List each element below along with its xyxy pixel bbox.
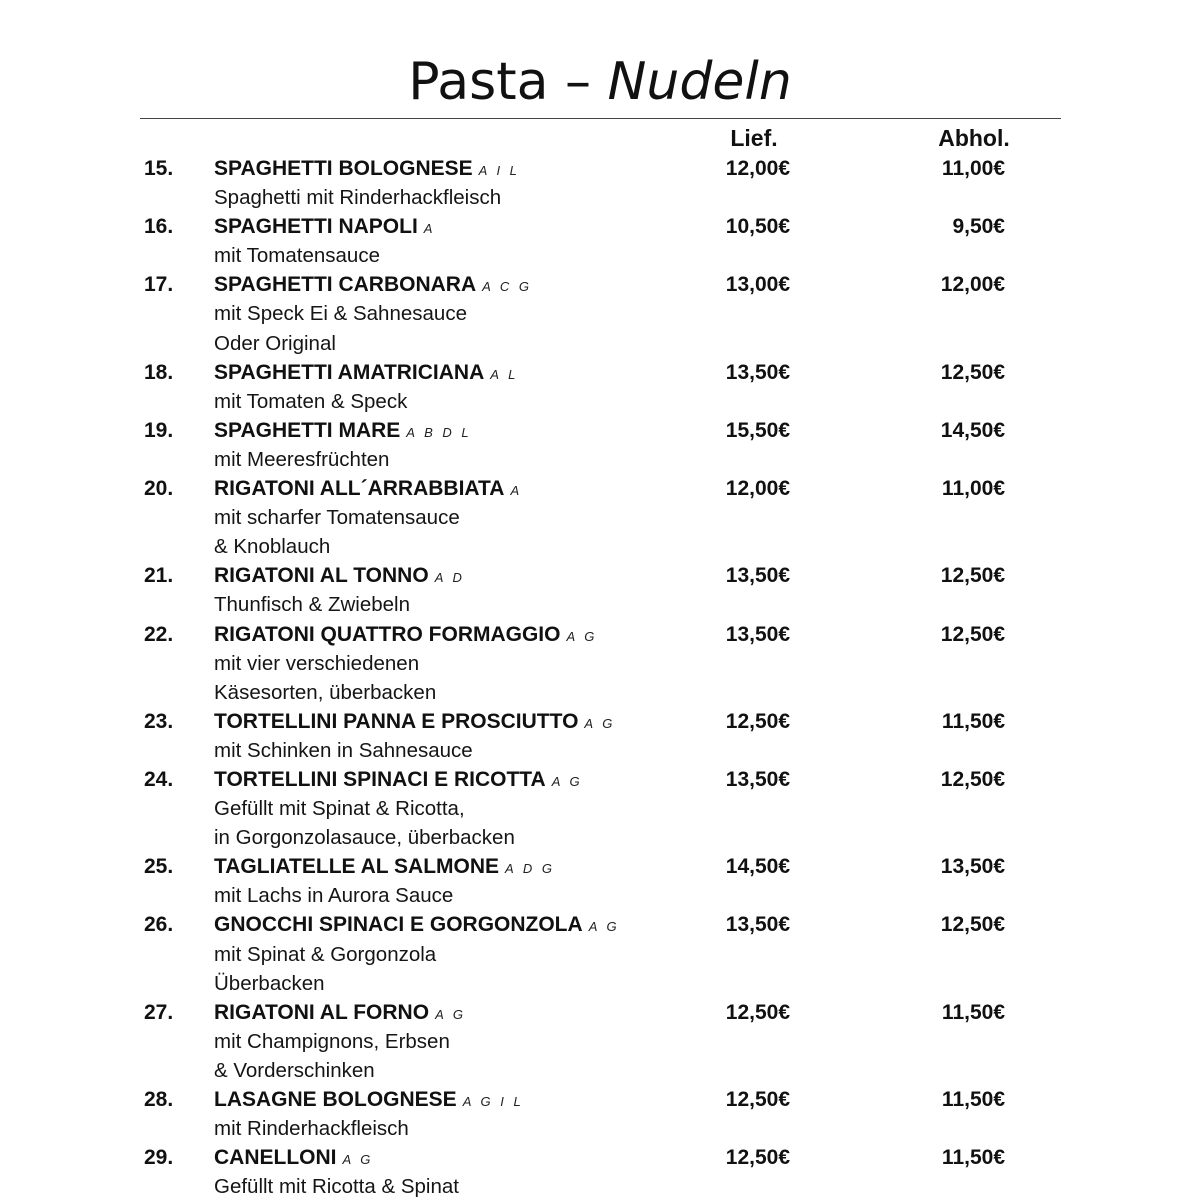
menu-item-description-line: [0, 823, 1200, 852]
item-allergens: A D G: [505, 861, 555, 877]
price-abhol: 12,50€: [940, 767, 1005, 791]
menu-item-header: [0, 212, 1200, 241]
menu-item: [0, 416, 1200, 474]
price-lief: 13,50€: [725, 360, 790, 384]
item-number: 25.: [144, 855, 174, 879]
item-name-text: RIGATONI AL TONNO: [214, 564, 429, 588]
menu-item: [0, 852, 1200, 910]
menu-item-description-line: [0, 678, 1200, 707]
menu-list: [0, 154, 1200, 1201]
item-allergens: A G I L: [462, 1094, 524, 1109]
menu-item-header: [0, 270, 1200, 299]
price-abhol: 12,50€: [940, 913, 1005, 937]
price-lief: 12,50€: [725, 1000, 790, 1024]
price-abhol: 12,50€: [940, 622, 1005, 646]
item-name-text: TAGLIATELLE AL SALMONE: [214, 855, 500, 879]
item-description: in Gorgonzolasauce, überbacken: [214, 826, 515, 850]
menu-item-description-line: [0, 1056, 1200, 1085]
item-name: [214, 562, 465, 592]
item-description: mit Tomatensauce: [214, 244, 380, 268]
price-abhol: 11,50€: [941, 1000, 1005, 1024]
price-lief: 13,50€: [725, 767, 790, 791]
price-lief: 13,50€: [725, 622, 790, 646]
menu-item-description-line: [0, 1027, 1200, 1056]
menu-item-description-line: [0, 794, 1200, 823]
menu-item-description-line: [0, 445, 1200, 474]
menu-item-description-line: [0, 940, 1200, 969]
menu-item: [0, 1085, 1200, 1143]
item-description: mit Spinat & Gorgonzola: [214, 942, 437, 966]
item-description: Thunfisch & Zwiebeln: [214, 593, 410, 617]
menu-item: [0, 910, 1200, 997]
price-abhol: 11,00€: [941, 477, 1005, 501]
item-allergens: A C G: [482, 279, 533, 295]
item-allergens: A G: [566, 628, 598, 644]
menu-item: [0, 1143, 1200, 1201]
menu-item-description-line: [0, 503, 1200, 532]
item-description: & Knoblauch: [214, 535, 331, 559]
menu-item-header: [0, 1143, 1200, 1172]
item-number: 15.: [144, 157, 174, 180]
item-number: 22.: [144, 622, 174, 646]
item-name-text: SPAGHETTI NAPOLI: [214, 215, 418, 239]
menu-item-description-line: [0, 881, 1200, 910]
item-description: mit Rinderhackfleisch: [214, 1117, 409, 1141]
item-name: [214, 155, 520, 185]
column-header-abhol: Abhol.: [938, 125, 1010, 151]
item-name-text: SPAGHETTI BOLOGNESE: [214, 157, 473, 180]
price-lief: 12,50€: [725, 1088, 790, 1111]
menu-item-description-line: [0, 590, 1200, 619]
price-abhol: 11,00€: [941, 157, 1005, 180]
price-lief: 13,00€: [725, 273, 790, 297]
title-main: Pasta –: [408, 52, 591, 112]
price-lief: 14,50€: [725, 855, 790, 879]
menu-item: [0, 707, 1200, 765]
price-lief: 12,50€: [725, 709, 790, 733]
item-allergens: A L: [490, 366, 519, 382]
item-description: mit scharfer Tomatensauce: [214, 506, 460, 530]
item-allergens: A: [423, 221, 436, 237]
item-name: [214, 999, 466, 1029]
item-name-text: GNOCCHI SPINACI E GORGONZOLA: [214, 913, 583, 937]
item-name-text: RIGATONI QUATTRO FORMAGGIO: [214, 622, 561, 646]
item-description: Käsesorten, überbacken: [214, 680, 437, 704]
item-name: [214, 359, 518, 389]
price-abhol: 13,50€: [940, 855, 1005, 879]
item-number: 19.: [144, 418, 174, 442]
menu-item: [0, 474, 1200, 561]
menu-item: [0, 998, 1200, 1085]
item-allergens: A G: [584, 715, 616, 731]
item-name-text: RIGATONI AL FORNO: [214, 1000, 430, 1024]
menu-item-description-line: [0, 1172, 1200, 1201]
menu-item-description-line: [0, 649, 1200, 678]
price-abhol: 11,50€: [941, 709, 1005, 733]
menu-item-header: [0, 154, 1200, 183]
menu-item-header: [0, 910, 1200, 939]
menu-item: [0, 154, 1200, 212]
item-number: 21.: [144, 564, 174, 588]
column-header-lief: Lief.: [730, 125, 778, 151]
item-name: [214, 766, 583, 796]
menu-item-description-line: [0, 241, 1200, 270]
price-abhol: 14,50€: [940, 418, 1005, 442]
item-name: [214, 417, 472, 447]
menu-item-header: [0, 998, 1200, 1027]
item-number: 17.: [144, 273, 174, 297]
item-allergens: A: [510, 483, 523, 499]
item-description: Gefüllt mit Spinat & Ricotta,: [214, 797, 465, 821]
menu-item-header: [0, 765, 1200, 794]
item-number: 20.: [144, 477, 174, 501]
menu-item-description-line: [0, 969, 1200, 998]
item-name: [214, 853, 555, 883]
item-description: Spaghetti mit Rinderhackfleisch: [214, 186, 502, 210]
menu-item: [0, 765, 1200, 852]
item-number: 27.: [144, 1000, 174, 1024]
price-lief: 13,50€: [725, 564, 790, 588]
price-abhol: 12,00€: [940, 273, 1005, 297]
menu-item-description-line: [0, 387, 1200, 416]
item-number: 26.: [144, 913, 174, 937]
item-name: [214, 708, 615, 738]
item-description: mit Schinken in Sahnesauce: [214, 738, 473, 762]
item-description: & Vorderschinken: [214, 1058, 375, 1082]
menu-item-header: [0, 474, 1200, 503]
menu-item-header: [0, 416, 1200, 445]
item-name-text: TORTELLINI SPINACI E RICOTTA: [214, 767, 546, 791]
item-number: 23.: [144, 709, 174, 733]
item-number: 18.: [144, 360, 174, 384]
menu-item-header: [0, 707, 1200, 736]
item-allergens: A D: [434, 570, 465, 586]
menu-item-header: [0, 561, 1200, 590]
menu-item-header: [0, 852, 1200, 881]
item-description: mit vier verschiedenen: [214, 651, 420, 675]
item-name-text: LASAGNE BOLOGNESE: [214, 1088, 457, 1111]
item-allergens: A I L: [478, 163, 520, 178]
page-title: [0, 50, 1200, 114]
menu-item: [0, 212, 1200, 270]
item-allergens: A G: [588, 919, 620, 935]
menu-item-description-line: [0, 1114, 1200, 1143]
menu-item-description-line: [0, 183, 1200, 212]
price-lief: 12,50€: [725, 1146, 790, 1170]
item-number: 24.: [144, 767, 174, 791]
price-lief: 12,00€: [725, 477, 790, 501]
item-number: 28.: [144, 1088, 174, 1111]
item-description: mit Lachs in Aurora Sauce: [214, 884, 454, 908]
item-name-text: SPAGHETTI CARBONARA: [214, 273, 477, 297]
menu-item-description-line: [0, 736, 1200, 765]
item-allergens: A G: [342, 1152, 374, 1168]
item-name: [214, 271, 532, 301]
menu-item: [0, 620, 1200, 707]
item-name: [214, 911, 620, 941]
item-number: 16.: [144, 215, 174, 239]
price-lief: 10,50€: [725, 215, 790, 239]
item-name: [214, 1144, 373, 1174]
item-description: mit Tomaten & Speck: [214, 389, 408, 413]
item-name-text: SPAGHETTI AMATRICIANA: [214, 360, 485, 384]
menu-item: [0, 358, 1200, 416]
price-abhol: 11,50€: [941, 1146, 1005, 1170]
item-allergens: A G: [435, 1006, 466, 1022]
price-abhol: 9,50€: [952, 215, 1005, 239]
title-divider: [140, 118, 1061, 119]
item-description: Überbacken: [214, 971, 325, 995]
item-allergens: A B D L: [406, 424, 472, 440]
menu-item-description-line: [0, 532, 1200, 561]
item-name-text: RIGATONI ALL´ARRABBIATA: [214, 477, 505, 501]
item-allergens: A G: [551, 773, 583, 789]
item-name: [214, 621, 597, 651]
item-name-text: SPAGHETTI MARE: [214, 418, 401, 442]
price-abhol: 12,50€: [940, 564, 1005, 588]
price-lief: 12,00€: [725, 157, 790, 180]
menu-item-header: [0, 1085, 1200, 1114]
price-abhol: 11,50€: [941, 1088, 1005, 1111]
item-name: [214, 475, 522, 505]
item-name-text: CANELLONI: [214, 1146, 337, 1170]
item-name: [214, 213, 435, 243]
menu-item-header: [0, 620, 1200, 649]
item-description: mit Meeresfrüchten: [214, 447, 390, 471]
item-name-text: TORTELLINI PANNA E PROSCIUTTO: [214, 709, 579, 733]
menu-item: [0, 561, 1200, 619]
menu-item-description-line: [0, 299, 1200, 328]
menu-item-description-line: [0, 329, 1200, 358]
menu-item-header: [0, 358, 1200, 387]
item-number: 29.: [144, 1146, 174, 1170]
price-lief: 13,50€: [725, 913, 790, 937]
item-name: [214, 1086, 524, 1116]
price-lief: 15,50€: [725, 418, 790, 442]
item-description: mit Champignons, Erbsen: [214, 1029, 450, 1053]
menu-item: [0, 270, 1200, 357]
item-description: mit Speck Ei & Sahnesauce: [214, 302, 467, 326]
item-description: Gefüllt mit Ricotta & Spinat: [214, 1175, 459, 1199]
item-description: Oder Original: [214, 331, 336, 355]
price-abhol: 12,50€: [940, 360, 1005, 384]
title-italic: Nudeln: [607, 52, 792, 112]
